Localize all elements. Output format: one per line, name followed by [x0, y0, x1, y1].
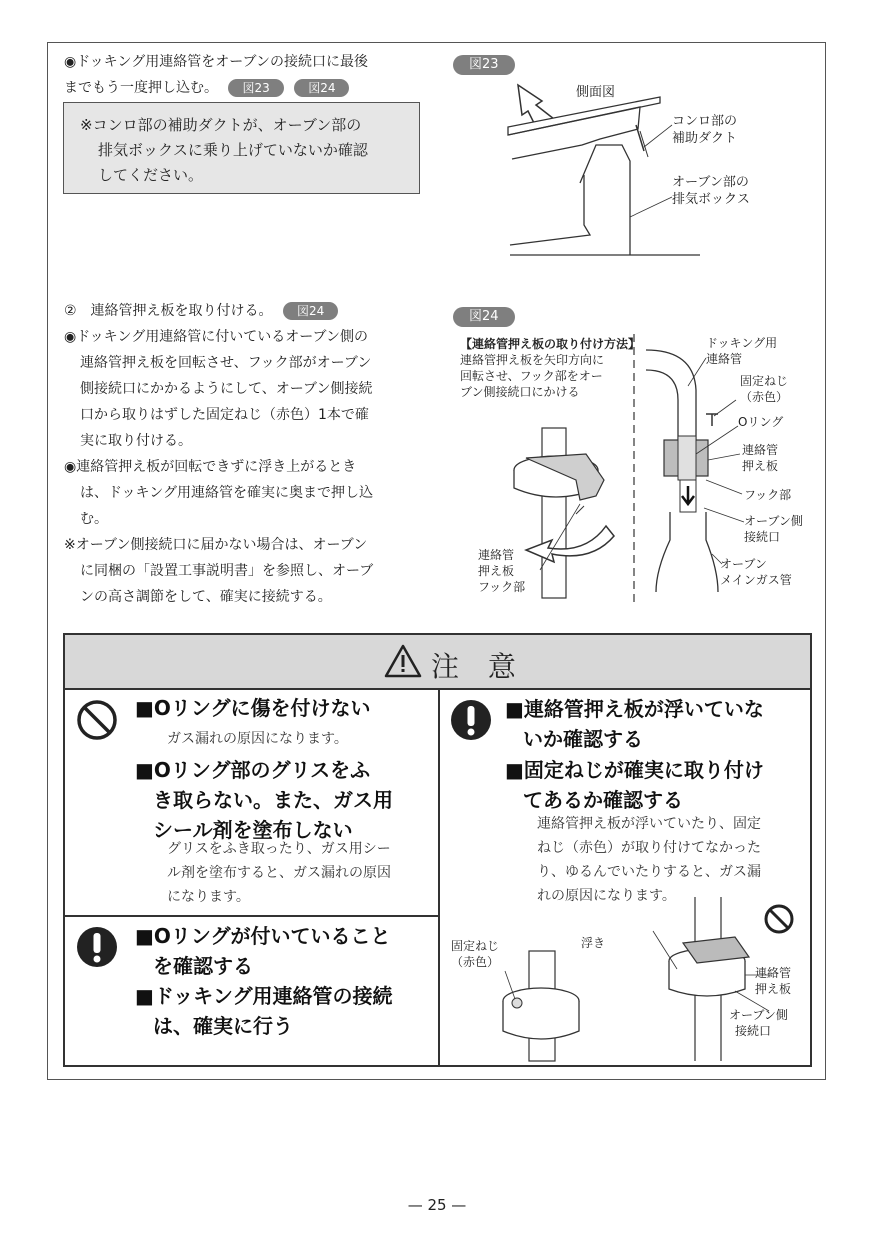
figure24-badge: 図24 [453, 307, 515, 327]
caution-heading-line: ■連絡管押え板が浮いていな [505, 697, 764, 721]
mandatory-icon [449, 698, 493, 742]
connector-plate-label-1: 連絡管 [755, 966, 792, 980]
caution-heading: ■Oリングに傷を付けない [135, 696, 371, 720]
docking-pipe-label-2: 連絡管 [706, 352, 743, 366]
section2-line: ンの高さ調節をして、確実に接続する。 [80, 589, 332, 605]
caution-text-line: になります。 [167, 889, 250, 905]
float-label: 浮き [581, 936, 606, 950]
prohibited-icon [75, 698, 119, 742]
duct-label-2: 補助ダクト [672, 131, 738, 146]
oring-label: Oリング [738, 415, 784, 429]
note-box [63, 102, 420, 194]
plate-hook-label-1: 連絡管 [478, 548, 515, 562]
fixing-screw-label-2: （赤色） [740, 390, 789, 404]
oven-port-label [729, 1007, 788, 1039]
fixing-screw-label-1: 固定ねじ [740, 374, 789, 388]
caution-heading-line: ■Oリングが付いていること [135, 924, 391, 948]
figure-ref-badge: 図24 [294, 79, 349, 97]
section2-line: 連絡管押え板を回転させ、フック部がオーブン [80, 355, 372, 371]
section2-line: は、ドッキング用連絡管を確実に奥まで押し込 [80, 485, 374, 501]
caution-heading-line: てあるか確認する [523, 788, 683, 812]
caution-heading [135, 981, 393, 1041]
connector-plate-label-2: 押え板 [755, 982, 792, 996]
caution-text-line: ル剤を塗布すると、ガス漏れの原因 [167, 865, 391, 881]
section1-line1: ◉ドッキング用連絡管をオーブンの接続口に最後 [64, 54, 368, 70]
section2-line: ◉連絡管押え板が回転できずに浮き上がるとき [64, 459, 357, 475]
caution-text-line: れの原因になります。 [537, 888, 676, 904]
page-number: — 25 — [407, 1196, 467, 1214]
caution-text-line: ねじ（赤色）が取り付けてなかった [537, 840, 761, 856]
caution-title: 注 意 [431, 650, 526, 683]
plate-hook-label-3: フック部 [478, 580, 526, 594]
duct-label-1: コンロ部の [672, 114, 738, 129]
caution-heading-line: は、確実に行う [153, 1014, 293, 1038]
section2-line: 実に取り付ける。 [80, 433, 192, 449]
connector-plate-label [742, 442, 778, 474]
caution-heading-line: ■固定ねじが確実に取り付け [505, 758, 764, 782]
fixing-screw-label-1: 固定ねじ [451, 939, 500, 953]
fixing-screw-label [451, 938, 499, 970]
step-heading [64, 298, 434, 324]
caution-heading [505, 694, 764, 754]
figure-ref-badge: 図23 [228, 79, 283, 97]
fixing-screw-label-2: （赤色） [451, 955, 500, 969]
caution-heading [135, 921, 391, 981]
oven-port-label-2: 接続口 [744, 530, 781, 544]
caution-box [63, 633, 812, 1067]
oven-port-label-2: 接続口 [735, 1024, 772, 1038]
method-title: 【連絡管押え板の取り付け方法】 [460, 337, 641, 351]
plate-hook-label [478, 547, 525, 595]
caution-heading-line: ■ドッキング用連絡管の接続 [135, 984, 393, 1008]
step-heading-text: ② 連絡管押え板を取り付ける。 [64, 303, 273, 319]
connector-plate-label [755, 965, 791, 997]
figure23-badge: 図23 [453, 55, 515, 75]
method-line: ブン側接続口にかける [460, 385, 580, 399]
figure23-illustration [450, 75, 820, 275]
hook-label: フック部 [744, 488, 792, 502]
exhaust-box-label [672, 174, 750, 208]
caution-text [167, 837, 391, 909]
section1-line2 [64, 75, 434, 101]
caution-heading-line: シール剤を塗布しない [153, 818, 353, 842]
method-line: 連絡管押え板を矢印方向に [460, 353, 605, 367]
caution-text-line: り、ゆるんでいたりすると、ガス漏 [537, 864, 761, 880]
note-line: してください。 [98, 166, 204, 184]
section2-line: に同梱の「設置工事説明書」を参照し、オーブ [80, 563, 374, 579]
note-line: ※コンロ部の補助ダクトが、オーブン部の [80, 116, 362, 134]
caution-heading-line: ■Oリング部のグリスをふ [135, 758, 371, 782]
section2-line: ◉ドッキング用連絡管に付いているオーブン側の [64, 329, 368, 345]
oven-port-label-1: オーブン側 [729, 1008, 788, 1022]
section2-line: 側接続口にかかるようにして、オーブン側接続 [80, 381, 373, 397]
main-gas-pipe-label-2: メインガス管 [720, 573, 792, 587]
exhaust-box-label-2: 排気ボックス [672, 192, 750, 207]
connector-plate-label-1: 連絡管 [742, 443, 779, 457]
caution-text-line: グリスをふき取ったり、ガス用シー [167, 841, 391, 857]
caution-text-line: 連絡管押え板が浮いていたり、固定 [537, 816, 761, 832]
exhaust-box-label-1: オーブン部の [672, 175, 749, 190]
docking-pipe-label-1: ドッキング用 [706, 336, 778, 350]
section1-text [64, 49, 434, 101]
caution-heading-line: き取らない。また、ガス用 [153, 788, 393, 812]
caution-heading-line: を確認する [153, 954, 253, 978]
method-line: 回転させ、フック部をオー [460, 369, 603, 383]
section2-line: 口から取りはずした固定ねじ（赤色）1本で確 [80, 407, 369, 423]
main-gas-pipe-label [720, 556, 792, 588]
caution-text: ガス漏れの原因になります。 [167, 731, 348, 747]
section2-text [64, 298, 434, 610]
caution-divider-vertical [438, 688, 440, 1065]
caution-heading [505, 755, 764, 815]
side-view-label: 側面図 [576, 85, 616, 100]
mandatory-icon [75, 925, 119, 969]
section1-line2-text: までもう一度押し込む。 [64, 80, 218, 96]
fixing-screw-label [740, 373, 788, 405]
docking-pipe-label [706, 335, 777, 367]
caution-divider-horizontal [65, 915, 438, 917]
figure-ref-badge: 図24 [283, 302, 338, 320]
caution-heading-line: いか確認する [523, 727, 643, 751]
caution-header [65, 635, 810, 690]
note-line: 排気ボックスに乗り上げていないか確認 [98, 141, 368, 159]
section2-line: む。 [80, 511, 108, 527]
warning-triangle-icon [383, 643, 423, 679]
oven-port-label-1: オーブン側 [744, 514, 803, 528]
section2-line: ※オーブン側接続口に届かない場合は、オーブン [64, 537, 368, 553]
oven-port-label [744, 513, 803, 545]
main-gas-pipe-label-1: オーブン [720, 557, 767, 571]
plate-hook-label-2: 押え板 [478, 564, 515, 578]
connector-plate-label-2: 押え板 [742, 459, 779, 473]
caution-heading [135, 755, 393, 845]
duct-label [672, 113, 737, 147]
